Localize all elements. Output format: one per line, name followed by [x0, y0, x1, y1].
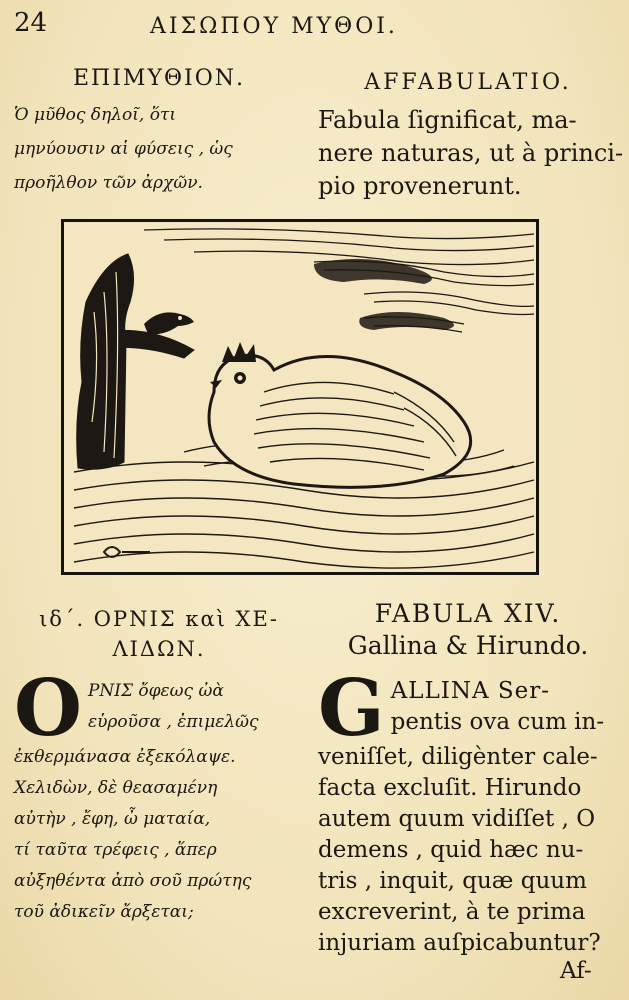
greek-line: ΡΝΙΣ ὄφεως ὠὰ: [87, 681, 224, 701]
woodcut-illustration: [61, 219, 539, 575]
hen-and-swallow-engraving: [64, 222, 536, 572]
greek-line: αὐτὴν , ἔφη, ὦ ματαία,: [14, 809, 211, 829]
latin-fable-title: [318, 598, 618, 662]
latin-line: demens , quid hæc nu-: [318, 837, 584, 863]
greek-line: αὐξηθέντα ἀπὸ σοῦ πρώτης: [14, 871, 252, 891]
latin-line: facta excluſit. Hirundo: [318, 775, 582, 801]
greek-moral: [14, 98, 304, 200]
epimythion-heading: ΕΠΙΜΥΘΙΟΝ.: [73, 66, 245, 91]
greek-moral-line: προῆλθον τῶν ἀρχῶν.: [14, 173, 203, 193]
latin-moral-line: nere naturas, ut à princi-: [318, 139, 624, 167]
greek-fable-title-line: ΛΙΔΩΝ.: [112, 637, 206, 661]
latin-line: excreverint, à te prima: [318, 899, 586, 925]
latin-line: injuriam auſpicabuntur?: [318, 930, 601, 956]
greek-line: τί ταῦτα τρέφεις , ἅπερ: [14, 840, 217, 860]
page-number: 24: [14, 8, 48, 38]
latin-line: veniſſet, diligènter cale-: [318, 744, 598, 770]
latin-fable-text: [318, 663, 618, 959]
latin-line: pentis ova cum in-: [390, 709, 605, 735]
latin-moral-line: pio provenerunt.: [318, 172, 522, 200]
greek-line: ἐκθερμάνασα ἐξεκόλαψε.: [14, 747, 236, 767]
latin-line: tris , inquit, quæ quum: [318, 868, 587, 894]
greek-line: Χελιδὼν, δὲ θεασαμένη: [14, 778, 218, 798]
latin-dropcap: G: [318, 663, 385, 754]
greek-fable-title: [14, 604, 304, 664]
greek-line: τοῦ ἀδικεῖν ἄρξεται;: [14, 902, 194, 922]
latin-moral: [318, 104, 624, 203]
latin-moral-line: Fabula ſignificat, ma-: [318, 106, 577, 134]
greek-line: εὑροῦσα , ἐπιμελῶς: [87, 712, 259, 732]
greek-moral-line: μηνύουσιν αἱ φύσεις , ὡς: [14, 139, 233, 159]
greek-dropcap: Ο: [14, 663, 82, 754]
running-title: ΑΙΣΩΠΟΥ ΜΥΘΟΙ.: [150, 14, 398, 39]
greek-fable-title-line: ιδ΄. ΟΡΝΙΣ καὶ ΧΕ-: [39, 607, 279, 631]
greek-fable-text: [14, 663, 304, 928]
latin-fable-number: FABULA XIV.: [374, 599, 562, 628]
greek-moral-line: Ὁ μῦθος δηλοῖ, ὅτι: [14, 105, 176, 125]
latin-line: autem quum vidiſſet , O: [318, 806, 596, 832]
catchword: Af-: [560, 958, 592, 984]
affabulatio-heading: AFFABULATIO.: [364, 70, 572, 95]
latin-line: ALLINA Ser-: [390, 678, 551, 704]
latin-fable-name: Gallina & Hirundo.: [347, 631, 589, 660]
